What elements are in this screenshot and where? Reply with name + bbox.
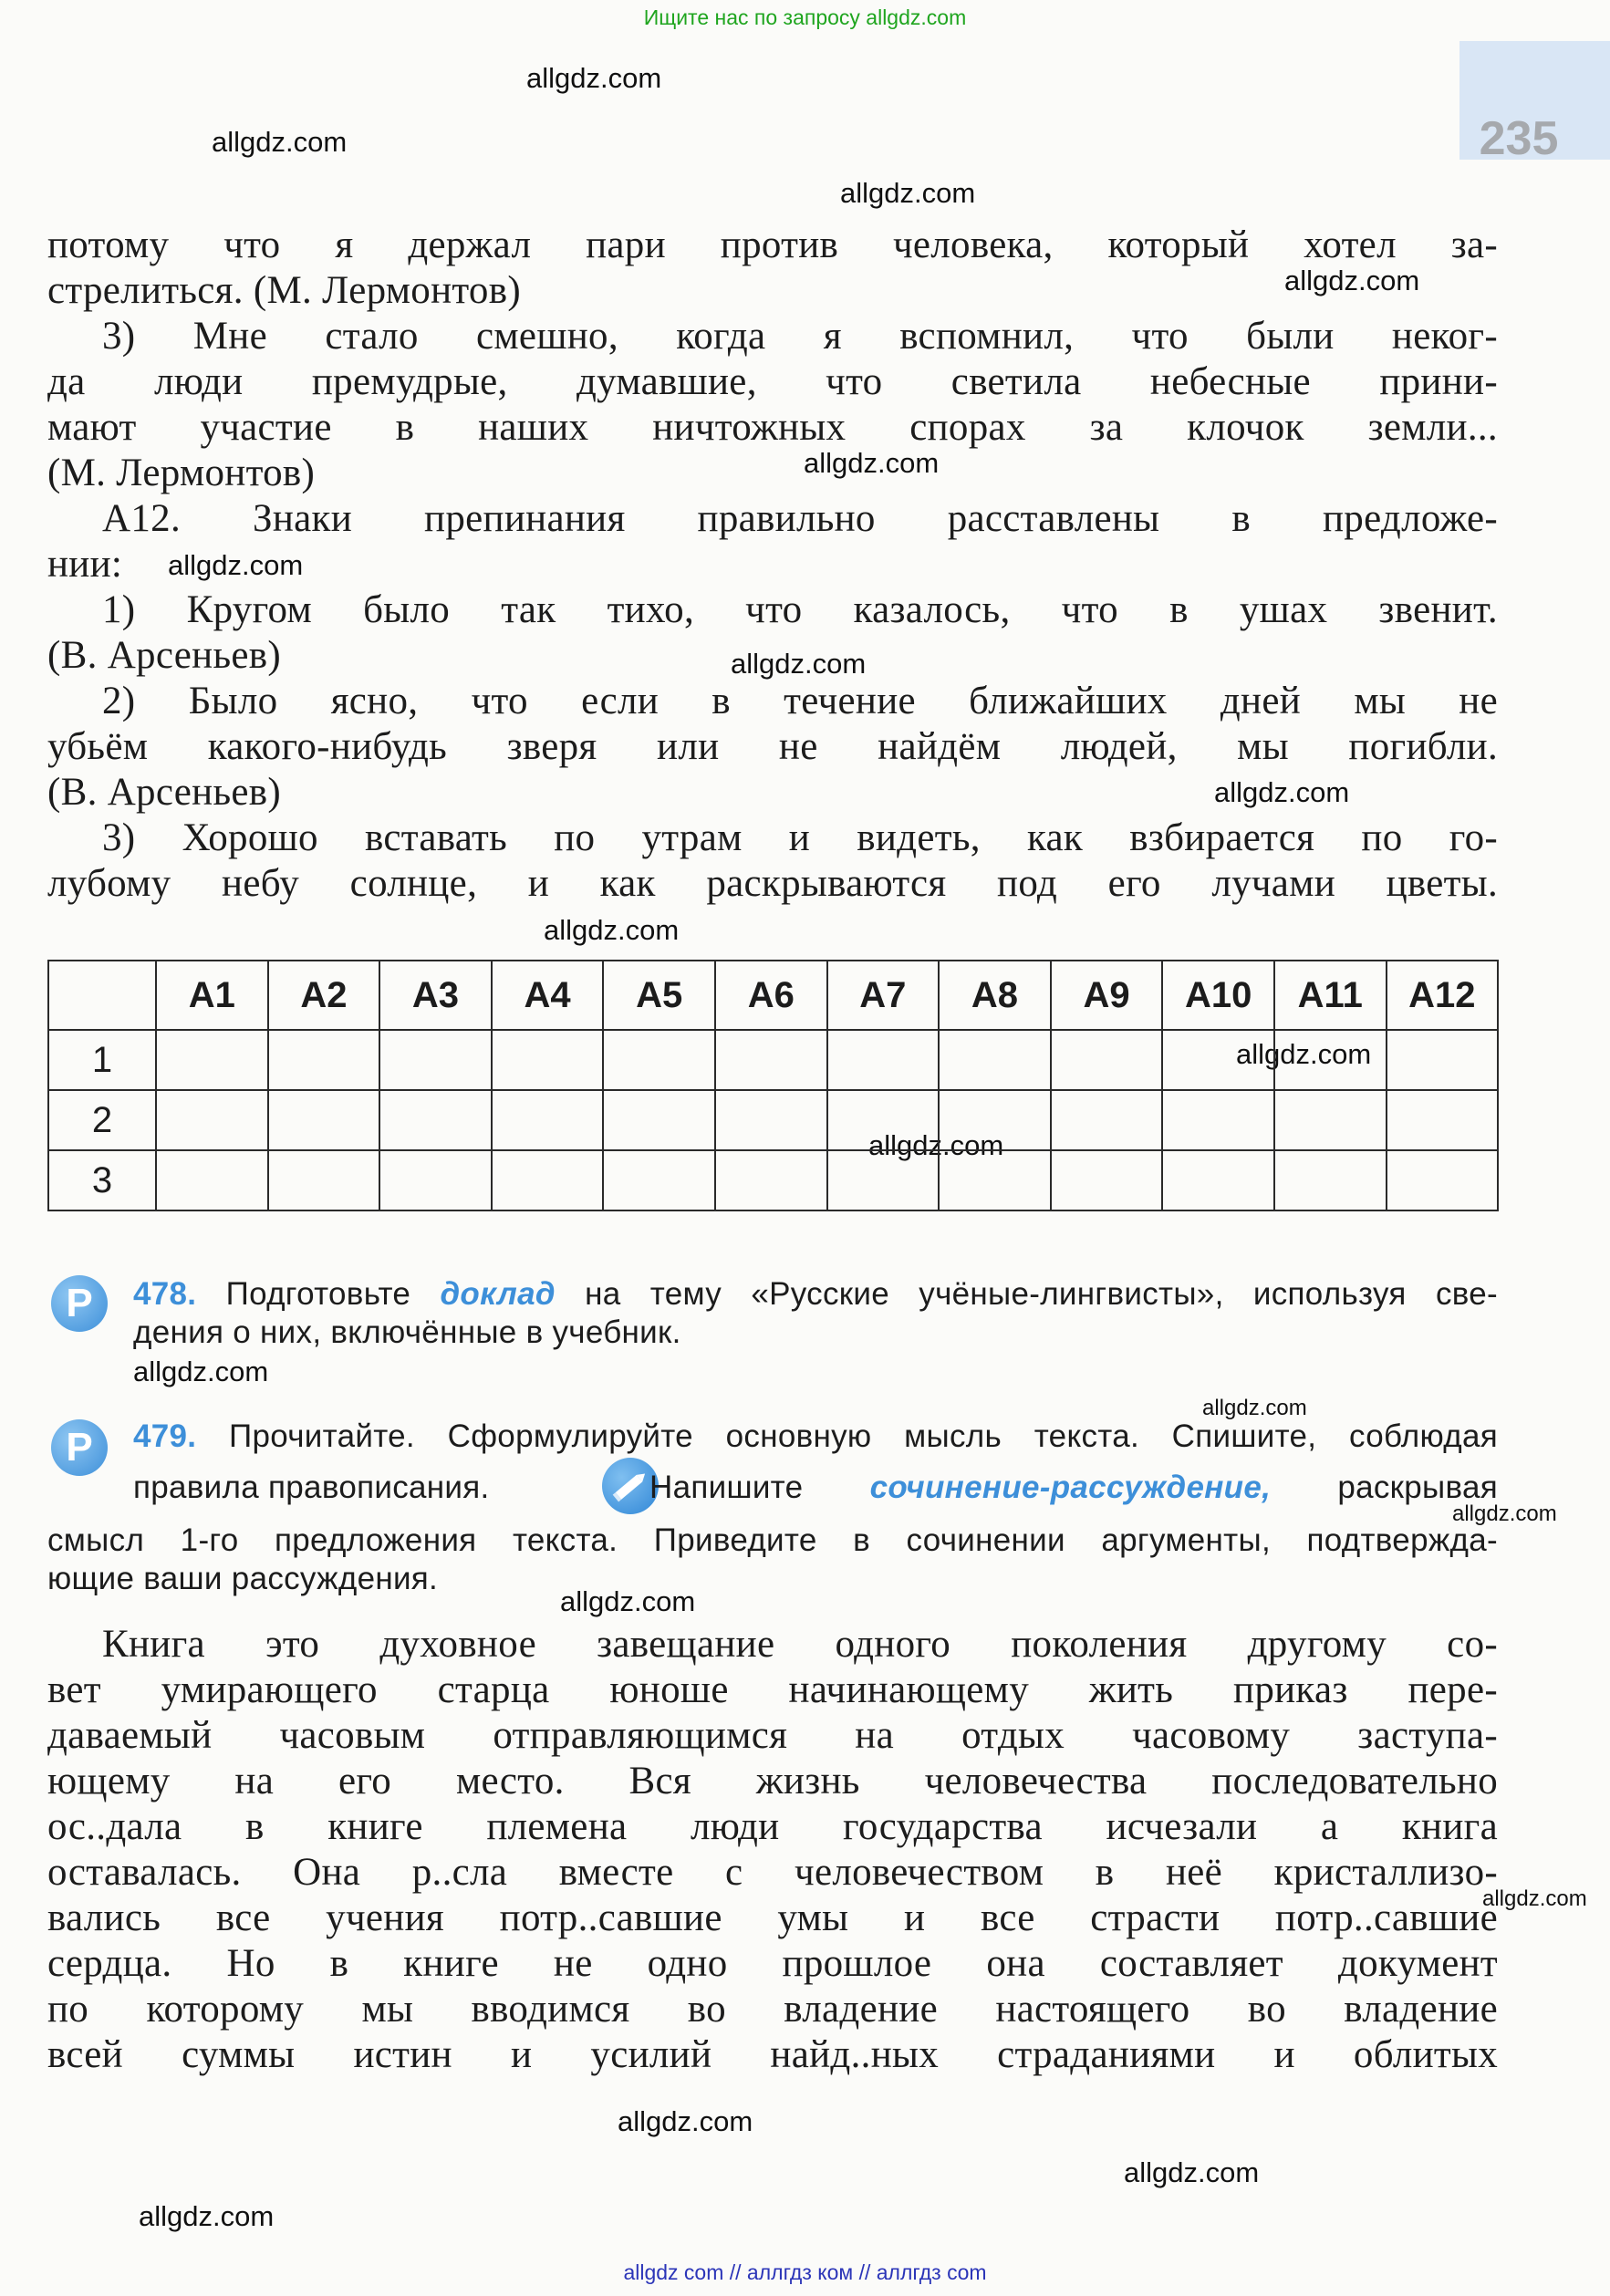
answer-cell[interactable] — [827, 1150, 940, 1210]
answer-cell[interactable] — [379, 1090, 492, 1150]
text-line: оставалась. Она р..сла вместе с человечеством в неё кристаллизо- — [47, 1851, 1498, 1894]
task-number: 478. — [133, 1276, 197, 1312]
text-line: да люди премудрые, думавшие, что светила небесные прини- — [47, 360, 1498, 403]
table-header-cell: А3 — [379, 961, 492, 1030]
top-banner[interactable]: Ищите нас по запросу allgdz.com — [643, 5, 967, 29]
answer-cell[interactable] — [1387, 1150, 1499, 1210]
watermark: allgdz.com — [1214, 776, 1350, 808]
table-header-cell: А5 — [603, 961, 715, 1030]
table-header-cell: А1 — [156, 961, 268, 1030]
text-line: вет умирающего старца юноше начинающему жить приказ пере- — [47, 1668, 1498, 1711]
task-479-line-1 — [133, 1418, 1498, 1456]
answer-cell[interactable] — [156, 1030, 268, 1090]
answer-cell[interactable] — [268, 1150, 380, 1210]
answer-cell[interactable] — [156, 1150, 268, 1210]
task-text: на тему «Русские учёные-лингвисты», используя све- — [585, 1276, 1498, 1312]
answer-cell[interactable] — [603, 1150, 715, 1210]
answer-cell[interactable] — [492, 1090, 604, 1150]
answer-cell[interactable] — [1162, 1030, 1274, 1090]
table-header-cell: А9 — [1051, 961, 1163, 1030]
answer-cell[interactable] — [603, 1090, 715, 1150]
answer-cell[interactable] — [268, 1090, 380, 1150]
table-header-cell: А4 — [492, 961, 604, 1030]
task-text: Подготовьте — [225, 1276, 411, 1312]
row-number: 1 — [48, 1030, 156, 1090]
page-number: 235 — [1479, 112, 1559, 165]
answer-cell[interactable] — [1162, 1150, 1274, 1210]
text-line: лубому небу солнце, и как раскрываются под его лучами цветы. — [47, 862, 1498, 905]
task-text: раскрывая — [1337, 1470, 1499, 1505]
watermark: allgdz.com — [840, 177, 976, 209]
answer-cell[interactable] — [1387, 1030, 1499, 1090]
watermark: allgdz.com — [544, 914, 680, 946]
answer-cell[interactable] — [1274, 1090, 1387, 1150]
watermark: allgdz.com — [139, 2200, 275, 2232]
watermark: allgdz.com — [1124, 2156, 1260, 2188]
answer-cell[interactable] — [1274, 1030, 1387, 1090]
answer-cell[interactable] — [827, 1030, 940, 1090]
task-479-line-3: смысл 1-го предложения текста. Приведите в сочинении аргументы, подтвержда- — [47, 1522, 1498, 1558]
table-row — [48, 1030, 1498, 1090]
text-line: 3) Мне стало смешно, когда я вспомнил, что были неког- — [102, 315, 1498, 358]
answer-cell[interactable] — [715, 1150, 827, 1210]
task-r-icon: Р — [51, 1419, 108, 1476]
watermark: allgdz.com — [1202, 1396, 1307, 1420]
answer-cell[interactable] — [1274, 1150, 1387, 1210]
table-header-cell: А10 — [1162, 961, 1274, 1030]
task-r-icon: Р — [51, 1275, 108, 1332]
text-line: ющему на его место. Вся жизнь человечества последовательно — [47, 1760, 1498, 1803]
task-479-line-2b — [649, 1469, 1498, 1507]
text-line: всей суммы истин и усилий найд..ных страданиями и облитых — [47, 2033, 1498, 2076]
answer-cell[interactable] — [1387, 1090, 1499, 1150]
text-line: стрелиться. (М. Лермонтов) — [47, 269, 521, 312]
row-number: 3 — [48, 1150, 156, 1210]
text-line: 3) Хорошо вставать по утрам и видеть, как взбирается по го- — [102, 816, 1498, 859]
text-line: по которому мы вводимся во владение настоящего во владение — [47, 1988, 1498, 2031]
table-header-cell: А8 — [939, 961, 1051, 1030]
task-478-line-1 — [133, 1275, 1498, 1314]
watermark: allgdz.com — [212, 126, 348, 158]
watermark: allgdz.com — [731, 648, 867, 680]
answer-cell[interactable] — [1162, 1090, 1274, 1150]
table-row — [48, 1150, 1498, 1210]
text-line: ос..дала в книге племена люди государства исчезали а книга — [47, 1805, 1498, 1848]
table-header-cell: А6 — [715, 961, 827, 1030]
text-line: (В. Арсеньев) — [47, 634, 281, 677]
answer-cell[interactable] — [1051, 1150, 1163, 1210]
table-header-row — [48, 961, 1498, 1030]
answer-cell[interactable] — [939, 1150, 1051, 1210]
task-highlight: доклад — [440, 1276, 556, 1312]
answer-cell[interactable] — [156, 1090, 268, 1150]
task-478-line-2: дения о них, включённые в учебник. — [133, 1314, 681, 1350]
text-line: 2) Было ясно, что если в течение ближайших дней мы не — [102, 680, 1498, 722]
watermark: allgdz.com — [168, 549, 304, 581]
text-line: А12. Знаки препинания правильно расставлены в предложе- — [102, 497, 1498, 540]
answer-cell[interactable] — [715, 1030, 827, 1090]
watermark: allgdz.com — [868, 1129, 1004, 1161]
watermark: allgdz.com — [526, 62, 662, 94]
answer-cell[interactable] — [379, 1150, 492, 1210]
text-line: сердца. Но в книге не одно прошлое она составляет документ — [47, 1942, 1498, 1985]
watermark: allgdz.com — [1284, 265, 1420, 296]
row-number: 2 — [48, 1090, 156, 1150]
watermark: allgdz.com — [133, 1356, 269, 1387]
table-header-cell: А2 — [268, 961, 380, 1030]
text-line: убьём какого-нибудь зверя или не найдём людей, мы погибли. — [47, 725, 1498, 768]
answer-cell[interactable] — [715, 1090, 827, 1150]
text-line: 1) Кругом было так тихо, что казалось, что в ушах звенит. — [102, 588, 1498, 631]
task-highlight: сочинение-рассуждение, — [869, 1470, 1272, 1505]
watermark: allgdz.com — [618, 2105, 753, 2137]
text-line: потому что я держал пари против человека, который хотел за- — [47, 223, 1498, 266]
text-line: вались все учения потр..савшие умы и все страсти потр..савшие — [47, 1896, 1498, 1939]
answer-cell[interactable] — [492, 1150, 604, 1210]
table-header-cell: А7 — [827, 961, 940, 1030]
text-line: (В. Арсеньев) — [47, 771, 281, 814]
text-line: даваемый часовым отправляющимся на отдых часовому заступа- — [47, 1714, 1498, 1757]
table-header-cell — [48, 961, 156, 1030]
watermark: allgdz.com — [804, 447, 940, 479]
answer-cell[interactable] — [939, 1030, 1051, 1090]
watermark: allgdz.com — [1482, 1886, 1587, 1911]
text-line: мают участие в наших ничтожных спорах за клочок земли... — [47, 406, 1498, 449]
watermark: allgdz.com — [560, 1585, 696, 1617]
answer-cell[interactable] — [603, 1030, 715, 1090]
table-row — [48, 1090, 1498, 1150]
answer-cell[interactable] — [492, 1030, 604, 1090]
task-number: 479. — [133, 1418, 197, 1454]
text-line: Книга это духовное завещание одного поколения другому со- — [102, 1623, 1498, 1666]
answer-table — [47, 960, 1499, 1211]
answer-cell[interactable] — [939, 1090, 1051, 1150]
table-header-cell: А11 — [1274, 961, 1387, 1030]
watermark: allgdz.com — [1452, 1501, 1557, 1526]
task-479-line-2a: правила правописания. — [133, 1470, 490, 1505]
task-text: Напишите — [649, 1470, 804, 1505]
footer-links[interactable]: allgdz com // аллгдз ком // аллгдз com — [623, 2260, 987, 2284]
task-text: Прочитайте. Сформулируйте основную мысль текста. Спишите, соблюдая — [229, 1418, 1499, 1454]
answer-cell[interactable] — [1051, 1090, 1163, 1150]
task-479-line-4: ющие ваши рассуждения. — [47, 1561, 439, 1596]
text-line: (М. Лермонтов) — [47, 452, 316, 494]
watermark: allgdz.com — [1236, 1038, 1372, 1070]
answer-cell[interactable] — [268, 1030, 380, 1090]
answer-cell[interactable] — [379, 1030, 492, 1090]
text-line: нии: — [47, 543, 123, 586]
answer-cell[interactable] — [827, 1090, 940, 1150]
table-header-cell: А12 — [1387, 961, 1499, 1030]
answer-cell[interactable] — [1051, 1030, 1163, 1090]
